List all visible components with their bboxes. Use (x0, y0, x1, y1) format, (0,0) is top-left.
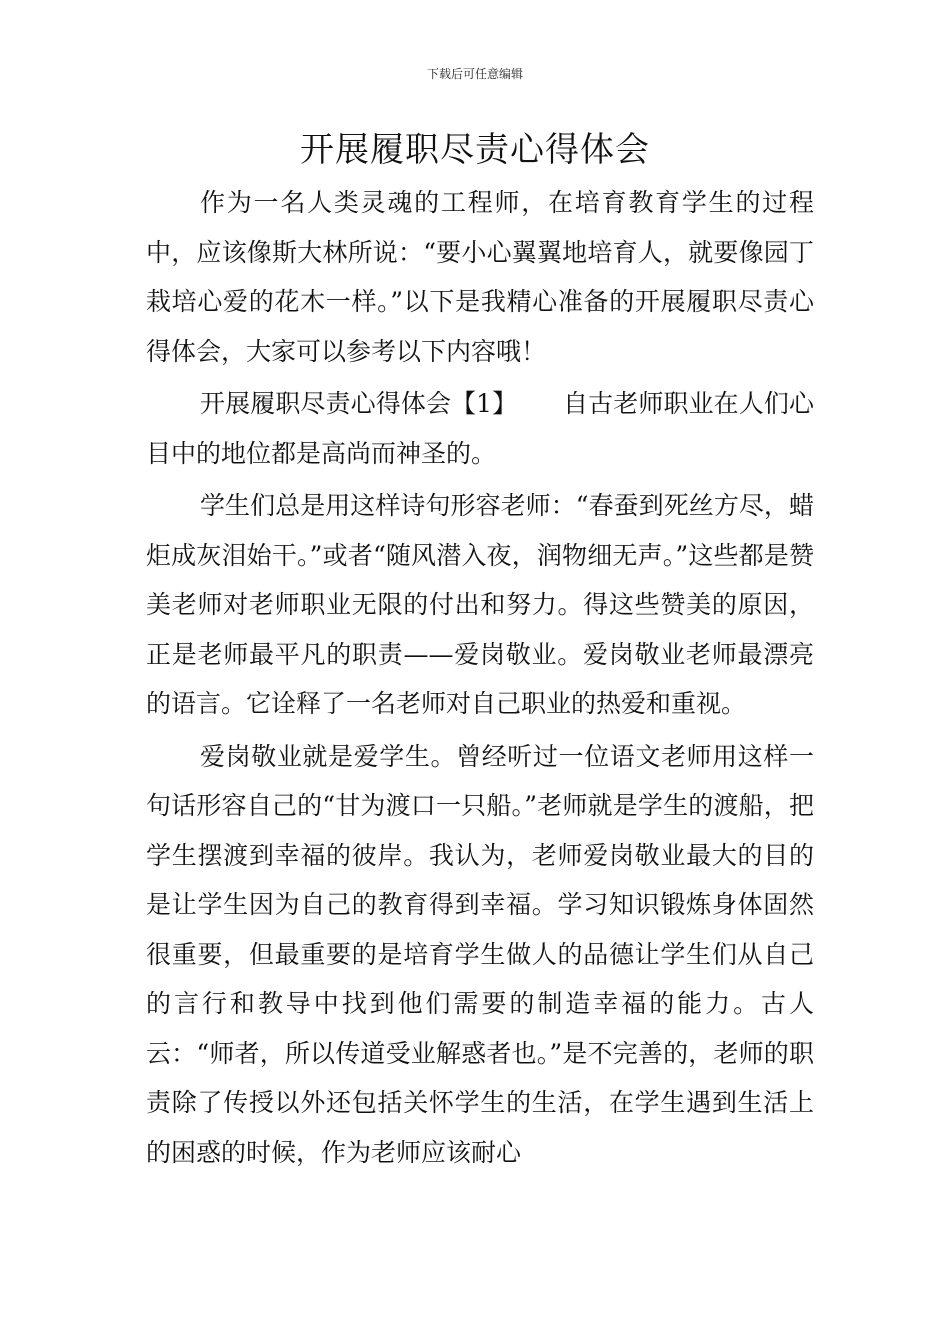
paragraph-intro: 作为一名人类灵魂的工程师，在培育教育学生的过程中，应该像斯大林所说：“要小心翼翼地培育人，就要像园丁栽培心爱的花木一样。”以下是我精心准备的开展履职尽责心得体会，大家可以参考以下内容哦！ (146, 188, 814, 366)
paragraph-love-students: 爱岗敬业就是爱学生。曾经听过一位语文老师用这样一句话形容自己的“甘为渡口一只船。”老师就是学生的渡船，把学生摆渡到幸福的彼岸。我认为，老师爱岗敬业最大的目的是让学生因为自己的教育得到幸福。学习知识锻炼身体固然很重要，但最重要的是培育学生做人的品德让学生们从自己的言行和教导中找到他们需要的制造幸福的能力。古人云：“师者，所以传道受业解惑者也。”是不完善的，老师的职责除了传授以外还包括关怀学生的生活，在学生遇到生活上的困惑的时候，作为老师应该耐心 (146, 741, 814, 1167)
paragraph-section-heading: 开展履职尽责心得体会【1】 自古老师职业在人们心目中的地位都是高尚而神圣的。 (146, 389, 814, 468)
paragraph-poems: 学生们总是用这样诗句形容老师：“春蚕到死丝方尽，蜡炬成灰泪始干。”或者“随风潜入夜，润物细无声。”这些都是赞美老师对老师职业无限的付出和努力。得这些赞美的原因，正是老师最平凡的职责——爱岗敬业。爱岗敬业老师最漂亮的语言。它诠释了一名老师对自己职业的热爱和重视。 (146, 491, 814, 718)
document-body (146, 178, 814, 1177)
document-title: 开展履职尽责心得体会 (300, 130, 650, 170)
header-note: 下载后可任意编辑 (426, 67, 523, 81)
